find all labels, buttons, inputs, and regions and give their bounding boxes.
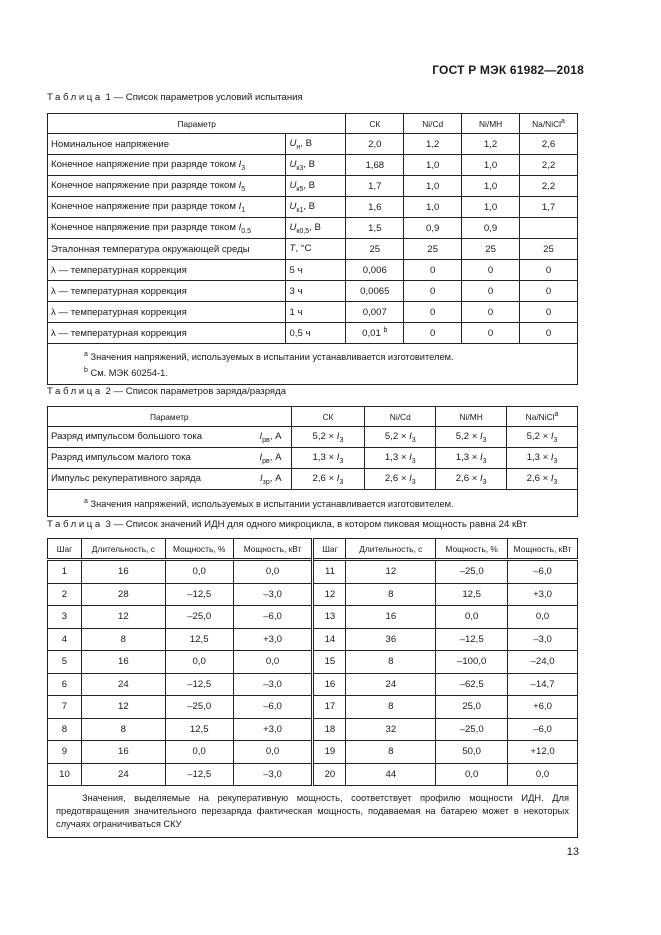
table1-row xyxy=(48,176,578,197)
table1-cell: 1,0 xyxy=(462,197,520,218)
table3-cell: –12,5 xyxy=(436,628,508,651)
table3-row xyxy=(48,673,578,696)
table3-cell: 0,0 xyxy=(436,606,508,629)
table1-footnote-b: $^b$ См. МЭК 60254-1. xyxy=(84,367,168,379)
table3-row xyxy=(48,651,578,674)
table3-cell: 36 xyxy=(346,628,436,651)
table1-cell: 0 xyxy=(404,323,462,344)
table3-cell: 6 xyxy=(48,673,82,696)
table2-caption: Таблица 2 — Список параметров заряда/разряда xyxy=(47,386,287,397)
table3-cell: 16 xyxy=(313,673,346,696)
table2-cell: $2,6 \times I_3$ xyxy=(507,469,578,490)
document-header: ГОСТ Р МЭК 61982—2018 xyxy=(432,63,584,77)
table1-cell xyxy=(520,218,578,239)
table1-param-symbol: $U_{к3}$, В xyxy=(286,155,346,176)
table3-cell: 3 xyxy=(48,606,82,629)
table1-cell: 25 xyxy=(346,239,404,260)
table3-cell: –14,7 xyxy=(508,673,578,696)
table3-cell: 7 xyxy=(48,696,82,719)
table2-col-nimh: Ni/MH xyxy=(436,407,507,427)
table1-cell: 0 xyxy=(520,302,578,323)
table1-cell: 1,7 xyxy=(346,176,404,197)
table1-param-symbol: 5 ч xyxy=(286,260,346,281)
table3-row xyxy=(48,763,578,786)
table3-col-header: Шаг xyxy=(313,539,346,560)
table3-col-header: Мощность, % xyxy=(436,539,508,560)
table1-row xyxy=(48,260,578,281)
table3-cell: 8 xyxy=(346,696,436,719)
table3-cell: 32 xyxy=(346,718,436,741)
table2-footnote-a: $^a$ Значения напряжений, используемых в испытании устанавливается изготовителем. xyxy=(48,490,578,517)
table1-param-symbol: 1 ч xyxy=(286,302,346,323)
table3-cell: –3,0 xyxy=(508,628,578,651)
table2-cell: $5,2 \times I_3$ xyxy=(436,427,507,448)
table1-cell: 2,2 xyxy=(520,155,578,176)
table3-cell: 16 xyxy=(81,560,165,584)
table1-row xyxy=(48,155,578,176)
table3-cell: 24 xyxy=(81,763,165,786)
table1-footnotes xyxy=(48,344,578,385)
table2-cell: $1,3 \times I_3$ xyxy=(291,448,365,469)
table2-row xyxy=(48,448,578,469)
table1-row xyxy=(48,197,578,218)
table3-row xyxy=(48,718,578,741)
table3-col-header: Шаг xyxy=(48,539,82,560)
table3-cell: 18 xyxy=(313,718,346,741)
table2-cell: $1,3 \times I_3$ xyxy=(365,448,436,469)
table1-cell: 0 xyxy=(520,323,578,344)
table1-row xyxy=(48,134,578,155)
table1-param-symbol: 0,5 ч xyxy=(286,323,346,344)
table3-cell: –6,0 xyxy=(233,696,313,719)
table2-cell: $2,6 \times I_3$ xyxy=(291,469,365,490)
table2-footnotes xyxy=(48,490,578,517)
table3-cell: +3,0 xyxy=(508,583,578,606)
table3-cell: 19 xyxy=(313,741,346,764)
table1-cell: 0,9 xyxy=(462,218,520,239)
table3-cell: 12 xyxy=(346,560,436,584)
table3-cell: –6,0 xyxy=(233,606,313,629)
table2-row xyxy=(48,469,578,490)
table1-param-name: Эталонная температура окружающей среды xyxy=(48,239,286,260)
table1 xyxy=(47,113,578,385)
table3-cell: +6,0 xyxy=(508,696,578,719)
table3-cell: 12 xyxy=(81,606,165,629)
table1-cell: 1,7 xyxy=(520,197,578,218)
table3-cell: 13 xyxy=(313,606,346,629)
table1-cell: 2,2 xyxy=(520,176,578,197)
table2-col-sk: СК xyxy=(291,407,365,427)
table1-cell: 0 xyxy=(520,260,578,281)
table3-cell: 8 xyxy=(81,718,165,741)
table3-cell: –3,0 xyxy=(233,583,313,606)
table2-col-param: Параметр xyxy=(48,407,292,427)
table3-cell: 0,0 xyxy=(436,763,508,786)
table1-cell: 0 xyxy=(520,281,578,302)
table3-cell: 17 xyxy=(313,696,346,719)
table3-cell: 12,5 xyxy=(165,628,233,651)
table1-row xyxy=(48,218,578,239)
table1-param-symbol: 3 ч xyxy=(286,281,346,302)
table3-cell: 16 xyxy=(346,606,436,629)
table3-cell: 24 xyxy=(346,673,436,696)
table2-param-name: Разряд импульсом большого тока $I_{рв}$, А xyxy=(48,427,292,448)
table3-cell: –6,0 xyxy=(508,718,578,741)
table3-cell: –3,0 xyxy=(233,763,313,786)
table3-row xyxy=(48,560,578,584)
page-number: 13 xyxy=(566,846,579,858)
table1-cell: 25 xyxy=(520,239,578,260)
table3-cell: 8 xyxy=(346,651,436,674)
table1-header-row xyxy=(48,114,578,134)
table3-cell: –25,0 xyxy=(165,696,233,719)
table1-row xyxy=(48,281,578,302)
table1-row xyxy=(48,323,578,344)
table1-param-symbol: T, °С xyxy=(286,239,346,260)
table3-col-header: Длительность, с xyxy=(346,539,436,560)
table3-cell: 0,0 xyxy=(233,651,313,674)
table3-cell: +12,0 xyxy=(508,741,578,764)
table1-cell: 0 xyxy=(462,302,520,323)
table3-cell: 0,0 xyxy=(233,741,313,764)
table1-col-nanicl: Na/NiCl$^a$ xyxy=(520,114,578,134)
table1-cell: 1,0 xyxy=(404,176,462,197)
table2-cell: $2,6 \times I_3$ xyxy=(365,469,436,490)
table3-cell: 11 xyxy=(313,560,346,584)
table3-cell: 12,5 xyxy=(165,718,233,741)
table3-cell: 0,0 xyxy=(508,606,578,629)
table1-footnote-a: $^a$ Значения напряжений, используемых в испытании устанавливается изготовителем. xyxy=(84,351,454,363)
table1-cell: 1,0 xyxy=(404,197,462,218)
table3-cell: –62,5 xyxy=(436,673,508,696)
table3-cell: 12,5 xyxy=(436,583,508,606)
table2-param-name: Разряд импульсом малого тока $I_{рв}$, А xyxy=(48,448,292,469)
table1-param-name: Конечное напряжение при разряде током $I_1$ xyxy=(48,197,286,218)
table3-col-header: Мощность, % xyxy=(165,539,233,560)
table1-cell: 1,2 xyxy=(462,134,520,155)
table1-col-nicd: Ni/Cd xyxy=(404,114,462,134)
table1-cell: 1,68 xyxy=(346,155,404,176)
table3-cell: +3,0 xyxy=(233,718,313,741)
table1-cell: 2,6 xyxy=(520,134,578,155)
table3-cell: 0,0 xyxy=(165,741,233,764)
table1-param-name: Конечное напряжение при разряде током $I_3$ xyxy=(48,155,286,176)
table1-cell: 0,0065 xyxy=(346,281,404,302)
table3-cell: –12,5 xyxy=(165,763,233,786)
table2-cell: $1,3 \times I_3$ xyxy=(436,448,507,469)
table1-cell: 1,2 xyxy=(404,134,462,155)
table1-cell: 25 xyxy=(462,239,520,260)
table3-cell: 20 xyxy=(313,763,346,786)
table3-header-row xyxy=(48,539,578,560)
table1-cell: 0 xyxy=(404,302,462,323)
table1-param-name: λ — температурная коррекция xyxy=(48,281,286,302)
table3-caption: Таблица 3 — Список значений ИДН для одного микроцикла, в котором пиковая мощность равна 24 кВт xyxy=(47,519,527,530)
table2-cell: $5,2 \times I_3$ xyxy=(507,427,578,448)
table3-cell: –12,5 xyxy=(165,583,233,606)
table1-cell: 0 xyxy=(404,281,462,302)
table3-cell: 24 xyxy=(81,673,165,696)
table1-cell: 0 xyxy=(462,323,520,344)
table3-cell: –6,0 xyxy=(508,560,578,584)
table3-cell: 44 xyxy=(346,763,436,786)
table2-param-name: Импульс рекуперативного заряда $I_{зр}$, А xyxy=(48,469,292,490)
table3-cell: 0,0 xyxy=(508,763,578,786)
table3-cell: 1 xyxy=(48,560,82,584)
table1-param-symbol: $U_н$, В xyxy=(286,134,346,155)
table3-cell: –24,0 xyxy=(508,651,578,674)
table3-cell: 15 xyxy=(313,651,346,674)
table3-cell: 12 xyxy=(313,583,346,606)
table1-row xyxy=(48,302,578,323)
table3-cell: 0,0 xyxy=(165,651,233,674)
table1-param-name: Номинальное напряжение xyxy=(48,134,286,155)
table3-row xyxy=(48,583,578,606)
table1-cell: 0,006 xyxy=(346,260,404,281)
table3-row xyxy=(48,606,578,629)
table3-cell: 8 xyxy=(346,583,436,606)
table1-cell: 25 xyxy=(404,239,462,260)
table3-cell: 28 xyxy=(81,583,165,606)
table1-param-name: λ — температурная коррекция xyxy=(48,323,286,344)
table3-cell: 8 xyxy=(81,628,165,651)
table3-row xyxy=(48,741,578,764)
table1-caption: Таблица 1 — Список параметров условий испытания xyxy=(47,92,303,103)
table3-cell: 0,0 xyxy=(233,560,313,584)
table3-cell: 50,0 xyxy=(436,741,508,764)
table3-cell: 2 xyxy=(48,583,82,606)
table2-col-nicd: Ni/Cd xyxy=(365,407,436,427)
table1-cell: 0 xyxy=(404,260,462,281)
table1-cell: 1,0 xyxy=(462,176,520,197)
table1-cell: 1,5 xyxy=(346,218,404,239)
table1-param-name: Конечное напряжение при разряде током $I_5$ xyxy=(48,176,286,197)
table3-col-header: Мощность, кВт xyxy=(233,539,313,560)
table1-param-symbol: $U_{к1}$, В xyxy=(286,197,346,218)
table2-row xyxy=(48,427,578,448)
table1-param-symbol: $U_{к0,5}$, В xyxy=(286,218,346,239)
table3-cell: –25,0 xyxy=(436,718,508,741)
table3-cell: 9 xyxy=(48,741,82,764)
table1-row xyxy=(48,239,578,260)
table3-cell: 4 xyxy=(48,628,82,651)
table1-cell: 0 xyxy=(462,260,520,281)
table3-col-header: Мощность, кВт xyxy=(508,539,578,560)
table3-cell: 10 xyxy=(48,763,82,786)
table1-param-name: λ — температурная коррекция xyxy=(48,260,286,281)
table3-cell: +3,0 xyxy=(233,628,313,651)
table1-param-symbol: $U_{к5}$, В xyxy=(286,176,346,197)
table2-cell: $5,2 \times I_3$ xyxy=(291,427,365,448)
table3-cell: –100,0 xyxy=(436,651,508,674)
table3-cell: 8 xyxy=(346,741,436,764)
table1-cell: 0,01 $^b$ xyxy=(346,323,404,344)
table1-param-name: Конечное напряжение при разряде током $I_{0,5}$ xyxy=(48,218,286,239)
table1-cell: 2,0 xyxy=(346,134,404,155)
table3-cell: –25,0 xyxy=(436,560,508,584)
table3-cell: 16 xyxy=(81,651,165,674)
table1-col-nimh: Ni/MH xyxy=(462,114,520,134)
table3-note-row xyxy=(48,786,578,838)
table3-cell: 14 xyxy=(313,628,346,651)
table3-cell: –25,0 xyxy=(165,606,233,629)
table3-cell: 16 xyxy=(81,741,165,764)
table2-col-nanicl: Na/NiCl$^a$ xyxy=(507,407,578,427)
table3-cell: 5 xyxy=(48,651,82,674)
table1-cell: 0 xyxy=(462,281,520,302)
table1-cell: 1,6 xyxy=(346,197,404,218)
table1-cell: 0,007 xyxy=(346,302,404,323)
table3-cell: –12,5 xyxy=(165,673,233,696)
table1-param-name: λ — температурная коррекция xyxy=(48,302,286,323)
table1-cell: 0,9 xyxy=(404,218,462,239)
table3-col-header: Длительность, с xyxy=(81,539,165,560)
table1-col-param: Параметр xyxy=(48,114,346,134)
table3-cell: –3,0 xyxy=(233,673,313,696)
table3-cell: 25,0 xyxy=(436,696,508,719)
table2-cell: $2,6 \times I_3$ xyxy=(436,469,507,490)
table2-cell: $1,3 \times I_3$ xyxy=(507,448,578,469)
table2-header-row xyxy=(48,407,578,427)
table3-cell: 0,0 xyxy=(165,560,233,584)
table3-row xyxy=(48,628,578,651)
table3-cell: 12 xyxy=(81,696,165,719)
table3-cell: 8 xyxy=(48,718,82,741)
table1-cell: 1,0 xyxy=(404,155,462,176)
table1-cell: 1,0 xyxy=(462,155,520,176)
table1-col-sk: СК xyxy=(346,114,404,134)
table2 xyxy=(47,406,578,517)
table3 xyxy=(47,538,578,838)
table2-cell: $5,2 \times I_3$ xyxy=(365,427,436,448)
table3-row xyxy=(48,696,578,719)
table3-note: Значения, выделяемые на рекуперативную мощность, соответствует профилю мощности ИДН. Для предотвращения значительного перезаряда фактическая мощность, подаваемая на батарею может в некоторых случаях ограничиваться СКУ xyxy=(48,786,578,838)
